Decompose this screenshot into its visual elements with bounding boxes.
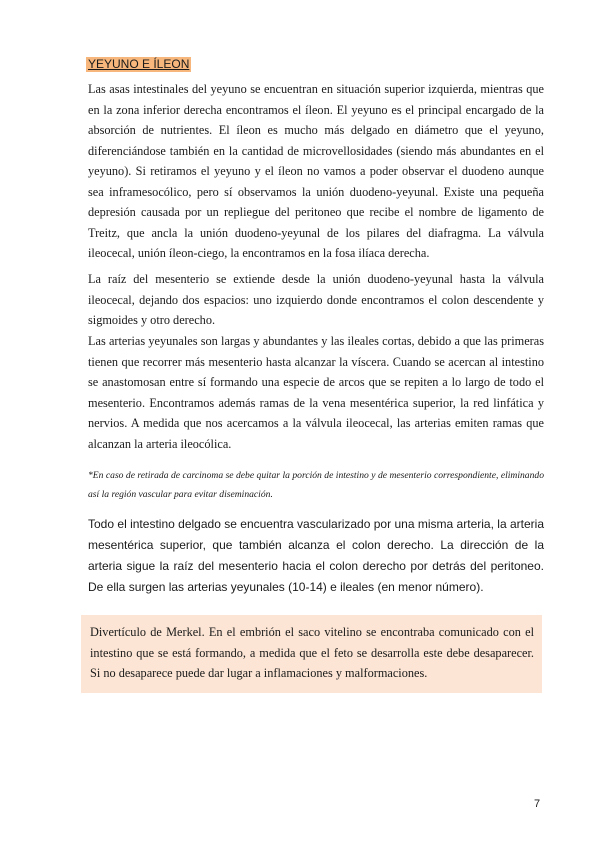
- italic-note: *En caso de retirada de carcinoma se debe quitar la porción de intestino y de mesenterio correspondiente, eliminando así la región vascular para evitar diseminación.: [88, 470, 544, 500]
- paragraph-yeyuno-ileon: Las asas intestinales del yeyuno se encuentran en situación superior izquierda, mientras que en la zona inferior derecha encontramos el íleon. El yeyuno es el principal encargado de la absorción de nutrientes. El íleon es mucho más delgado en diámetro que el yeyuno, diferenciándose también en la cantidad de microvellosidades (siendo más abundantes en el yeyuno). Si retiramos el yeyuno y el íleon no vamos a poder observar el duodeno aunque sea inframesocólico, pero sí observamos la unión duodeno-yeyunal. Existe una pequeña depresión causada por un repliegue del peritoneo que recibe el nombre de ligamento de Treitz, que ancla la unión duodeno-yeyunal de los pilares del diafragma. La válvula ileocecal, unión íleon-ciego, la encontramos en la fosa ilíaca derecha.: [88, 82, 544, 260]
- paragraph-arterias-yeyunales: Las arterias yeyunales son largas y abundantes y las ileales cortas, debido a que las primeras tienen que recorrer más mesenterio hasta alcanzar la víscera. Cuando se acercan al intestino se anastomosan entre sí formando una especie de arcos que se repiten a lo largo de todo el mesenterio. Encontramos además ramas de la vena mesentérica superior, la red linfática y nervios. A medida que nos acercamos a la válvula ileocecal, las arterias emiten ramas que alcanzan la arteria ileocólica.: [88, 334, 544, 451]
- section-heading: YEYUNO E ÍLEON: [88, 57, 190, 71]
- page-number: 7: [534, 798, 541, 810]
- paragraph-raiz-mesenterio: La raíz del mesenterio se extiende desde la unión duodeno-yeyunal hasta la válvula ileocecal, dejando dos espacios: uno izquierdo donde encontramos el colon descendente y sigmoides y otro derecho.: [88, 272, 544, 327]
- paragraph-vascularizacion: Todo el intestino delgado se encuentra vascularizado por una misma arteria, la arteria mesentérica superior, que también alcanza el colon derecho. La dirección de la arteria sigue la raíz del mesenterio hacia el colon derecho por detrás del peritoneo. De ella surgen las arterias yeyunales (10-14) e ileales (en menor número).: [88, 517, 544, 594]
- callout-box-diverticulo: [81, 615, 542, 693]
- callout-text: Divertículo de Merkel. En el embrión el saco vitelino se encontraba comunicado con el intestino que se está formando, a medida que el feto se desarrolla este debe desaparecer. Si no desaparece puede dar lugar a inflamaciones y malformaciones.: [90, 625, 534, 680]
